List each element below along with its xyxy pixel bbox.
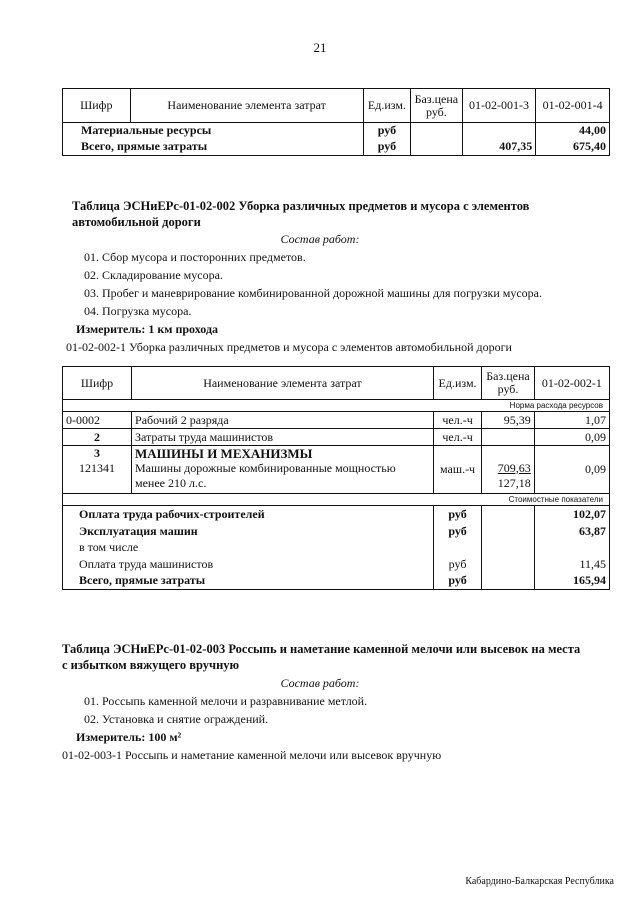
row-code: 3 [94,446,100,460]
header-base-price: Баз.цена руб. [482,367,535,400]
header-col-1: 01-02-002-1 [534,367,609,400]
row-unit: чел.-ч [433,412,481,429]
header-name: Наименование элемента затрат [130,89,363,123]
row-unit: руб [433,556,481,573]
footer-region: Кабардино-Балкарская Республика [465,876,614,887]
header-name: Наименование элемента затрат [132,367,434,400]
row-unit: чел.-ч [433,429,481,446]
row-unit: руб [433,573,481,590]
row-unit: руб [433,506,481,523]
row-name: Эксплуатация машин [63,523,434,540]
row-col-4: 44,00 [536,123,610,139]
header-code: Шифр [63,89,131,123]
work-item: 01. Россыпь каменной мелочи и разравнивание метлой. [84,694,368,708]
work-item: 02. Складирование мусора. [84,268,223,282]
row-base [482,429,535,446]
work-item: 02. Установка и снятие ограждений. [84,712,269,726]
row-name: в том числе [63,540,434,556]
row-name: МАШИНЫ И МЕХАНИЗМЫ [135,446,313,461]
row-code: 121341 [79,461,115,475]
row-value: 102,07 [534,506,609,523]
row-value: 1,07 [534,412,609,429]
row-name: Машины дорожные комбинированные мощностью [135,461,396,475]
meter: Измеритель: 1 км прохода [76,322,219,336]
table-row [63,506,610,523]
page-number: 21 [313,40,327,55]
table-row [63,573,610,590]
row-base [411,139,462,156]
table-row [63,429,610,446]
row-unit: руб [363,139,410,156]
table-row [63,556,610,573]
row-name: Рабочий 2 разряда [132,412,434,429]
table-row [63,540,610,556]
row-name: менее 210 л.с. [135,476,207,490]
code-line: 01-02-003-1 Россыпь и наметание каменной мелочи или высевок вручную [62,748,442,762]
works-title: Состав работ: [280,676,360,690]
work-item: 04. Погрузка мусора. [84,304,192,318]
table-row [63,123,610,139]
meter: Измеритель: 100 м² [76,730,182,744]
row-value: 11,45 [534,556,609,573]
cost-label: Стоимостные показатели [63,494,610,506]
row-name: Затраты труда машинистов [132,429,434,446]
row-unit: руб [363,123,410,139]
row-value: 63,87 [534,523,609,540]
cost-table-01-02-002 [62,366,610,590]
row-name: Оплата труда машинистов [63,556,434,573]
work-item: 01. Сбор мусора и посторонних предметов. [84,250,306,264]
row-code: 0-0002 [63,412,132,429]
row-col-4: 675,40 [536,139,610,156]
row-unit: маш.-ч [433,446,481,494]
row-name: Материальные ресурсы [63,123,364,139]
row-base [411,123,462,139]
work-item: 03. Пробег и маневрирование комбинированной дорожной машины для погрузки мусора. [84,286,542,300]
header-unit: Ед.изм. [363,89,410,123]
row-base: 95,39 [482,412,535,429]
header-base-price: Баз.цена руб. [411,89,462,123]
cost-table-01-02-001 [62,88,610,156]
row-value: 0,09 [534,429,609,446]
table-row [63,523,610,540]
norm-label: Норма расхода ресурсов [63,400,610,412]
row-unit: руб [433,523,481,540]
row-value: 0,09 [534,446,609,494]
row-code: 2 [63,429,132,446]
header-code: Шифр [63,367,132,400]
row-base: 127,18 [497,475,531,490]
code-line: 01-02-002-1 Уборка различных предметов и мусора с элементов автомобильной дороги [66,340,512,354]
row-base: 709,63 [497,460,531,475]
table-row [63,446,610,494]
row-col-3 [462,123,536,139]
header-col-4: 01-02-001-4 [536,89,610,123]
section-title-01-02-003: Таблица ЭСНиЕРс-01-02-003 Россыпь и наметание каменной мелочи или высевок на места с избытком вяжущего вручную [62,642,581,672]
row-name: Всего, прямые затраты [63,573,434,590]
table-row [63,412,610,429]
row-value: 165,94 [534,573,609,590]
row-name: Оплата труда рабочих-строителей [63,506,434,523]
works-title: Состав работ: [280,232,360,246]
row-name: Всего, прямые затраты [63,139,364,156]
section-title-01-02-002: Таблица ЭСНиЕРс-01-02-002 Уборка различных предметов и мусора с элементов автомобильной дороги [72,199,530,229]
header-col-3: 01-02-001-3 [462,89,536,123]
table-row [63,139,610,156]
row-col-3: 407,35 [462,139,536,156]
header-unit: Ед.изм. [433,367,481,400]
